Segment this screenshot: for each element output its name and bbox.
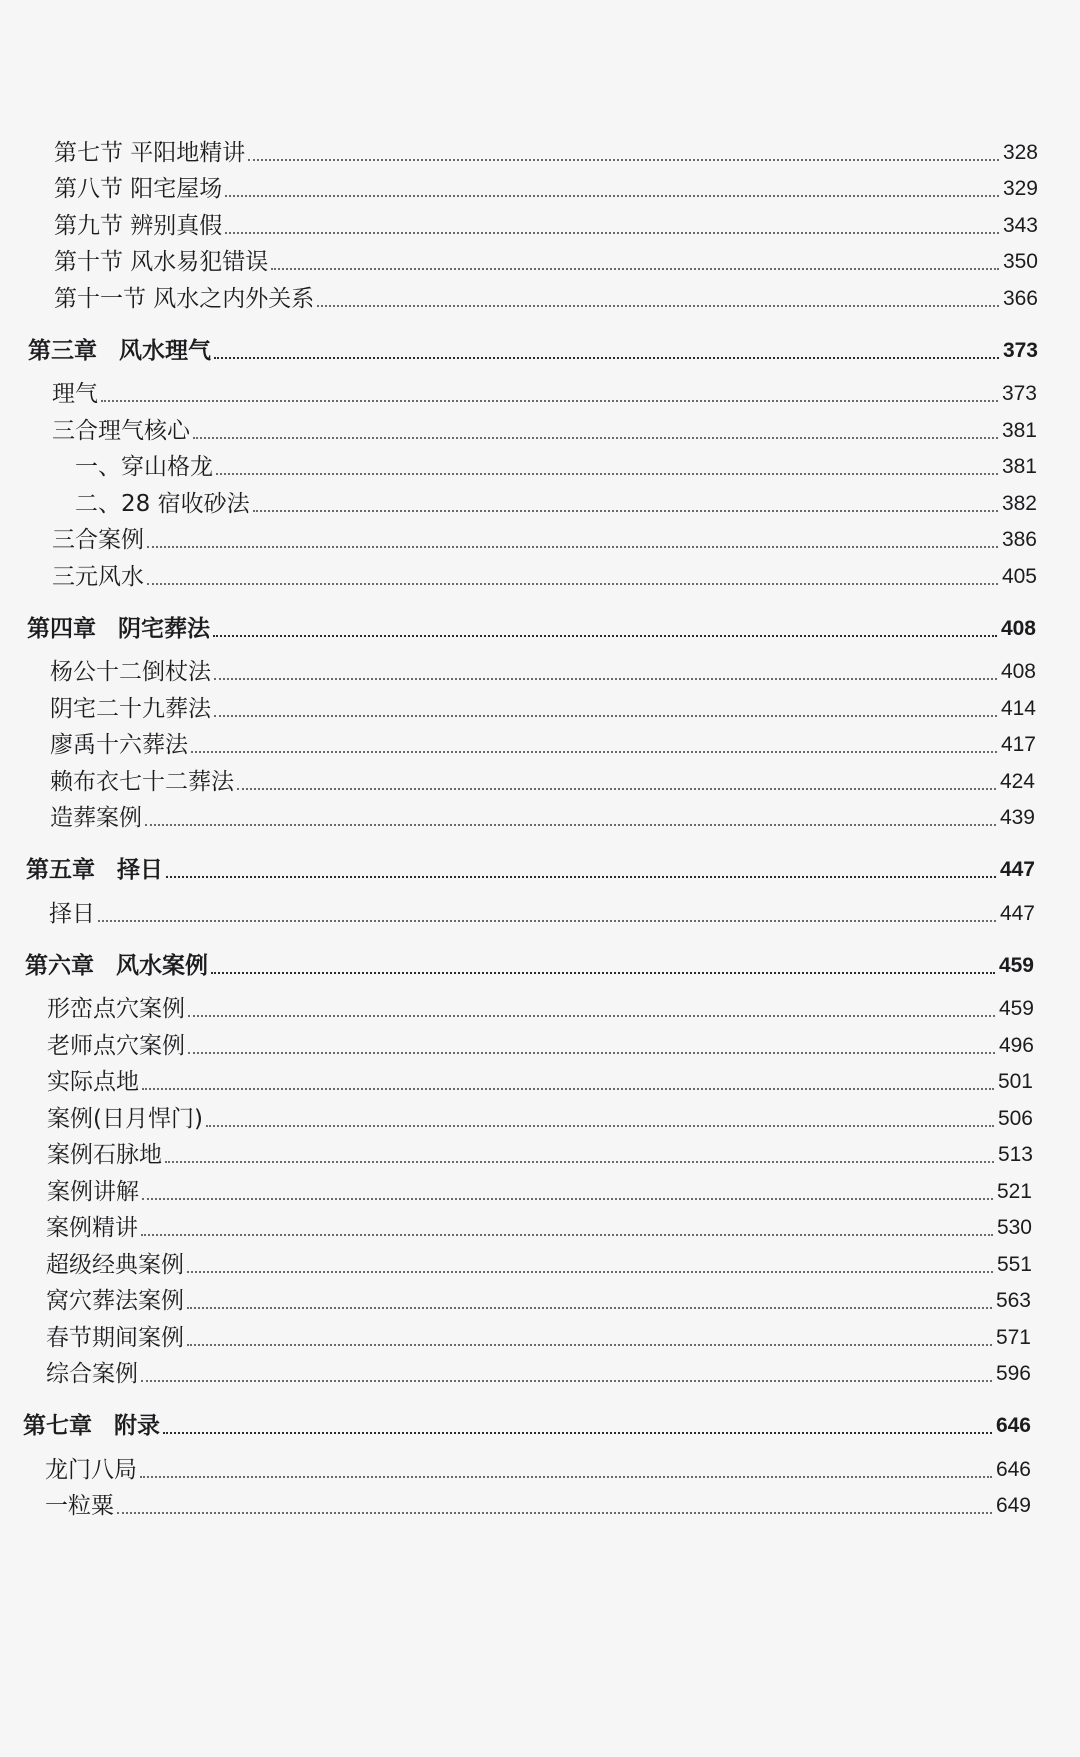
toc-entry-title: 实际点地 [47, 1069, 139, 1095]
toc-entry-title: 第九节 辨别真假 [54, 212, 223, 239]
toc-entry-row [0, 723, 1080, 760]
dot-leader [225, 192, 999, 197]
dot-leader [165, 1158, 994, 1163]
toc-page-number: 405 [1001, 564, 1037, 588]
dot-leader [142, 1085, 994, 1090]
toc-page-number: 501 [997, 1070, 1033, 1093]
toc-entry-title: 阴宅二十九葬法 [50, 695, 211, 722]
toc-page-number: 373 [1001, 382, 1037, 405]
toc-page-number: 649 [995, 1494, 1031, 1517]
toc-page-number: 414 [1000, 696, 1036, 720]
toc-page-number: 506 [997, 1106, 1033, 1130]
toc-entry-row [0, 686, 1080, 723]
dot-leader [117, 1509, 992, 1514]
toc-entry-title: 龙门八局 [45, 1456, 137, 1483]
toc-entry-title: 一粒粟 [45, 1493, 114, 1519]
dot-leader [140, 1473, 992, 1478]
toc-entry-row [0, 130, 1080, 167]
toc-page-number: 366 [1002, 286, 1038, 310]
toc-page-number: 329 [1002, 177, 1038, 200]
toc-page-number: 408 [1000, 616, 1036, 640]
dot-leader [188, 1012, 995, 1017]
toc-chapter-row [0, 1396, 1080, 1440]
toc-entry-row [0, 554, 1080, 591]
toc-page-number: 408 [1000, 660, 1036, 683]
toc-entry-row [0, 1447, 1080, 1484]
toc-page-number: 373 [1002, 338, 1038, 362]
toc-entry-title: 超级经典案例 [46, 1251, 184, 1278]
toc-entry-row [0, 796, 1080, 833]
toc-page-number: 551 [996, 1252, 1032, 1276]
toc-entry-row [0, 408, 1080, 445]
toc-entry-title: 窝穴葬法案例 [46, 1288, 184, 1314]
dot-leader [225, 229, 999, 234]
toc-entry-row [0, 1279, 1080, 1316]
dot-leader [145, 821, 996, 826]
toc-entry-row [0, 1352, 1080, 1389]
dot-leader [237, 785, 996, 790]
toc-page-number: 424 [999, 769, 1035, 793]
dot-leader [142, 1195, 993, 1200]
dot-leader [98, 917, 996, 922]
table-of-contents [0, 130, 1080, 1520]
dot-leader [163, 1429, 992, 1434]
toc-entry-title: 三元风水 [52, 563, 144, 590]
toc-entry-title: 案例(日月悍门) [47, 1105, 203, 1132]
toc-entry-row [0, 372, 1080, 409]
toc-entry-row [0, 445, 1080, 482]
toc-entry-row [0, 1242, 1080, 1279]
toc-entry-title: 理气 [52, 381, 98, 407]
dot-leader [187, 1304, 992, 1309]
toc-entry-title: 第七节 平阳地精讲 [54, 139, 246, 166]
toc-chapter-heading [28, 337, 214, 365]
toc-entry-title: 案例精讲 [46, 1215, 138, 1241]
dot-leader [253, 507, 998, 512]
toc-page-number: 447 [999, 901, 1035, 925]
dot-leader [211, 969, 995, 974]
dot-leader [101, 397, 998, 402]
toc-page-number: 459 [998, 997, 1034, 1020]
toc-page-number: 386 [1001, 528, 1037, 551]
toc-page-number: 646 [995, 1457, 1031, 1481]
toc-entry-row [0, 167, 1080, 204]
dot-leader [147, 543, 998, 548]
toc-chapter-row [0, 599, 1080, 643]
toc-page-number: 521 [996, 1179, 1032, 1203]
toc-page-number: 439 [999, 806, 1035, 829]
dot-leader [187, 1341, 992, 1346]
dot-leader [214, 354, 999, 359]
toc-entry-row [0, 1096, 1080, 1133]
dot-leader [206, 1122, 994, 1127]
toc-chapter-title: 择日 [117, 857, 163, 883]
toc-entry-row [0, 1484, 1080, 1521]
dot-leader [141, 1377, 992, 1382]
toc-chapter-title: 阴宅葬法 [118, 615, 210, 642]
toc-chapter-row [0, 936, 1080, 980]
toc-chapter-number: 第三章 [28, 337, 97, 364]
toc-page-number: 513 [997, 1143, 1033, 1166]
toc-entry-row [0, 203, 1080, 240]
toc-chapter-number: 第五章 [26, 857, 95, 883]
dot-leader [216, 470, 998, 475]
toc-entry-row [0, 1133, 1080, 1170]
dot-leader [187, 1268, 993, 1273]
toc-chapter-heading [27, 615, 213, 643]
toc-entry-title: 造葬案例 [50, 805, 142, 831]
toc-entry-title: 案例石脉地 [47, 1142, 162, 1168]
toc-page-number: 571 [995, 1325, 1031, 1349]
dot-leader [271, 265, 999, 270]
toc-entry-row [0, 276, 1080, 313]
toc-entry-row [0, 759, 1080, 796]
toc-chapter-row [0, 840, 1080, 884]
toc-entry-title: 杨公十二倒杖法 [50, 659, 211, 685]
toc-page-number: 417 [1000, 733, 1036, 756]
dot-leader [214, 712, 997, 717]
toc-page-number: 328 [1002, 140, 1038, 164]
toc-page-number: 382 [1001, 491, 1037, 515]
dot-leader [188, 1049, 995, 1054]
toc-chapter-number: 第六章 [25, 952, 94, 979]
toc-entry-row [0, 1023, 1080, 1060]
toc-entry-title: 赖布衣七十二葬法 [50, 768, 234, 795]
toc-entry-title: 择日 [49, 900, 95, 927]
dot-leader [141, 1231, 993, 1236]
toc-entry-row [0, 1206, 1080, 1243]
toc-chapter-title: 风水案例 [116, 952, 208, 979]
toc-entry-title: 第八节 阳宅屋场 [54, 176, 223, 202]
toc-chapter-number: 第四章 [27, 615, 96, 642]
toc-entry-row [0, 1169, 1080, 1206]
toc-entry-title: 春节期间案例 [46, 1324, 184, 1351]
toc-entry-row [0, 650, 1080, 687]
toc-page-number: 381 [1001, 418, 1037, 442]
toc-page-number: 563 [995, 1289, 1031, 1312]
toc-page-number: 343 [1002, 213, 1038, 237]
toc-chapter-heading [26, 856, 166, 884]
toc-entry-title: 综合案例 [46, 1361, 138, 1387]
toc-chapter-title: 附录 [114, 1413, 160, 1439]
toc-chapter-title: 风水理气 [119, 337, 211, 364]
toc-entry-title: 老师点穴案例 [47, 1032, 185, 1059]
toc-chapter-row [0, 321, 1080, 365]
toc-entry-row [0, 240, 1080, 277]
toc-page-number: 530 [996, 1216, 1032, 1239]
dot-leader [248, 156, 999, 161]
dot-leader [317, 302, 999, 307]
dot-leader [191, 748, 997, 753]
toc-chapter-number: 第七章 [23, 1413, 92, 1439]
toc-entry-title: 第十一节 风水之内外关系 [54, 285, 315, 312]
dot-leader [214, 675, 997, 680]
toc-entry-title: 二、28 宿收砂法 [75, 490, 250, 517]
toc-entry-title: 一、穿山格龙 [75, 454, 213, 480]
dot-leader [147, 580, 998, 585]
toc-entry-row [0, 891, 1080, 928]
toc-chapter-heading [23, 1412, 163, 1440]
dot-leader [193, 434, 998, 439]
toc-entry-row [0, 1315, 1080, 1352]
toc-entry-title: 形峦点穴案例 [47, 996, 185, 1022]
toc-entry-title: 案例讲解 [47, 1178, 139, 1205]
toc-page-number: 646 [995, 1414, 1031, 1437]
toc-page-number: 459 [998, 953, 1034, 977]
toc-entry-title: 第十节 风水易犯错误 [54, 249, 269, 275]
toc-page-number: 596 [995, 1362, 1031, 1385]
toc-entry-title: 三合理气核心 [52, 417, 190, 444]
toc-entry-title: 廖禹十六葬法 [50, 732, 188, 758]
toc-page-number: 447 [999, 858, 1035, 881]
dot-leader [166, 873, 996, 878]
toc-chapter-heading [25, 952, 211, 980]
toc-page-number: 381 [1001, 455, 1037, 478]
toc-entry-row [0, 987, 1080, 1024]
toc-page-number: 350 [1002, 250, 1038, 273]
toc-entry-row [0, 1060, 1080, 1097]
toc-page-number: 496 [998, 1033, 1034, 1057]
toc-entry-title: 三合案例 [52, 527, 144, 553]
dot-leader [213, 632, 997, 637]
toc-entry-row [0, 481, 1080, 518]
toc-entry-row [0, 518, 1080, 555]
